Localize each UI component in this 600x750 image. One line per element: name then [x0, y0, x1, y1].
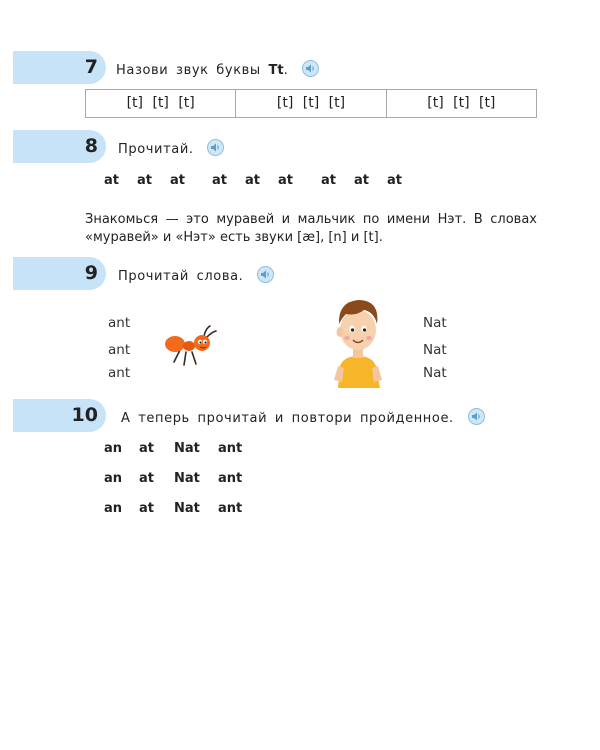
word-nat: Nat	[423, 365, 447, 381]
word-nat: Nat	[174, 471, 200, 486]
word-an: an	[104, 441, 123, 456]
word-an: an	[104, 501, 123, 516]
exercise-number: 7	[84, 56, 98, 78]
word-at: at	[139, 501, 154, 516]
word-at: at	[387, 173, 402, 188]
sound-cell: [t] [t] [t]	[236, 90, 386, 117]
audio-icon[interactable]	[302, 60, 319, 77]
audio-icon[interactable]	[207, 139, 224, 156]
word-ant: ant	[108, 315, 131, 331]
word-at: at	[321, 173, 336, 188]
instruction-text: Прочитай.	[118, 142, 194, 157]
exercise-number: 9	[84, 262, 98, 284]
word-nat: Nat	[423, 315, 447, 331]
word-at: at	[354, 173, 369, 188]
word-at: at	[212, 173, 227, 188]
ant-illustration	[160, 322, 220, 370]
exercise-10-tab	[13, 399, 106, 432]
sound-cell: [t] [t] [t]	[427, 95, 496, 111]
word-at: at	[137, 173, 152, 188]
word-ant: ant	[218, 501, 243, 516]
sound-cell: [t] [t] [t]	[86, 90, 236, 117]
word-at: at	[170, 173, 185, 188]
word-ant: ant	[108, 365, 131, 381]
punctuation: .	[283, 63, 289, 78]
exercise-10-instruction	[121, 408, 485, 426]
letter-label: Tt	[268, 63, 284, 78]
exercise-number: 8	[84, 135, 98, 157]
word-at: at	[245, 173, 260, 188]
exercise-9-tab	[13, 257, 106, 290]
exercise-8-tab	[13, 130, 106, 163]
audio-icon[interactable]	[257, 266, 274, 283]
word-at: at	[278, 173, 293, 188]
exercise-number: 10	[71, 404, 98, 426]
audio-icon[interactable]	[468, 408, 485, 425]
intro-paragraph: Знакомься — это муравей и мальчик по имени Нэт. В словах «муравей» и «Нэт» есть звуки [æ], [n] и [t].	[85, 212, 537, 245]
word-ant: ant	[218, 471, 243, 486]
word-nat: Nat	[174, 501, 200, 516]
exercise-9-instruction	[118, 266, 274, 284]
word-at: at	[139, 441, 154, 456]
exercise-7-instruction	[116, 60, 319, 78]
word-ant: ant	[108, 342, 131, 358]
word-nat: Nat	[174, 441, 200, 456]
exercise-8-instruction	[118, 139, 224, 157]
word-at: at	[139, 471, 154, 486]
word-an: an	[104, 471, 123, 486]
boy-illustration	[330, 296, 386, 388]
sound-table	[85, 89, 537, 118]
word-nat: Nat	[423, 342, 447, 358]
instruction-text: А теперь прочитай и повтори пройденное.	[121, 411, 454, 426]
word-ant: ant	[218, 441, 243, 456]
exercise-7-tab	[13, 51, 106, 84]
instruction-text: Назови звук буквы	[116, 63, 261, 78]
instruction-text: Прочитай слова.	[118, 269, 244, 284]
word-at: at	[104, 173, 119, 188]
